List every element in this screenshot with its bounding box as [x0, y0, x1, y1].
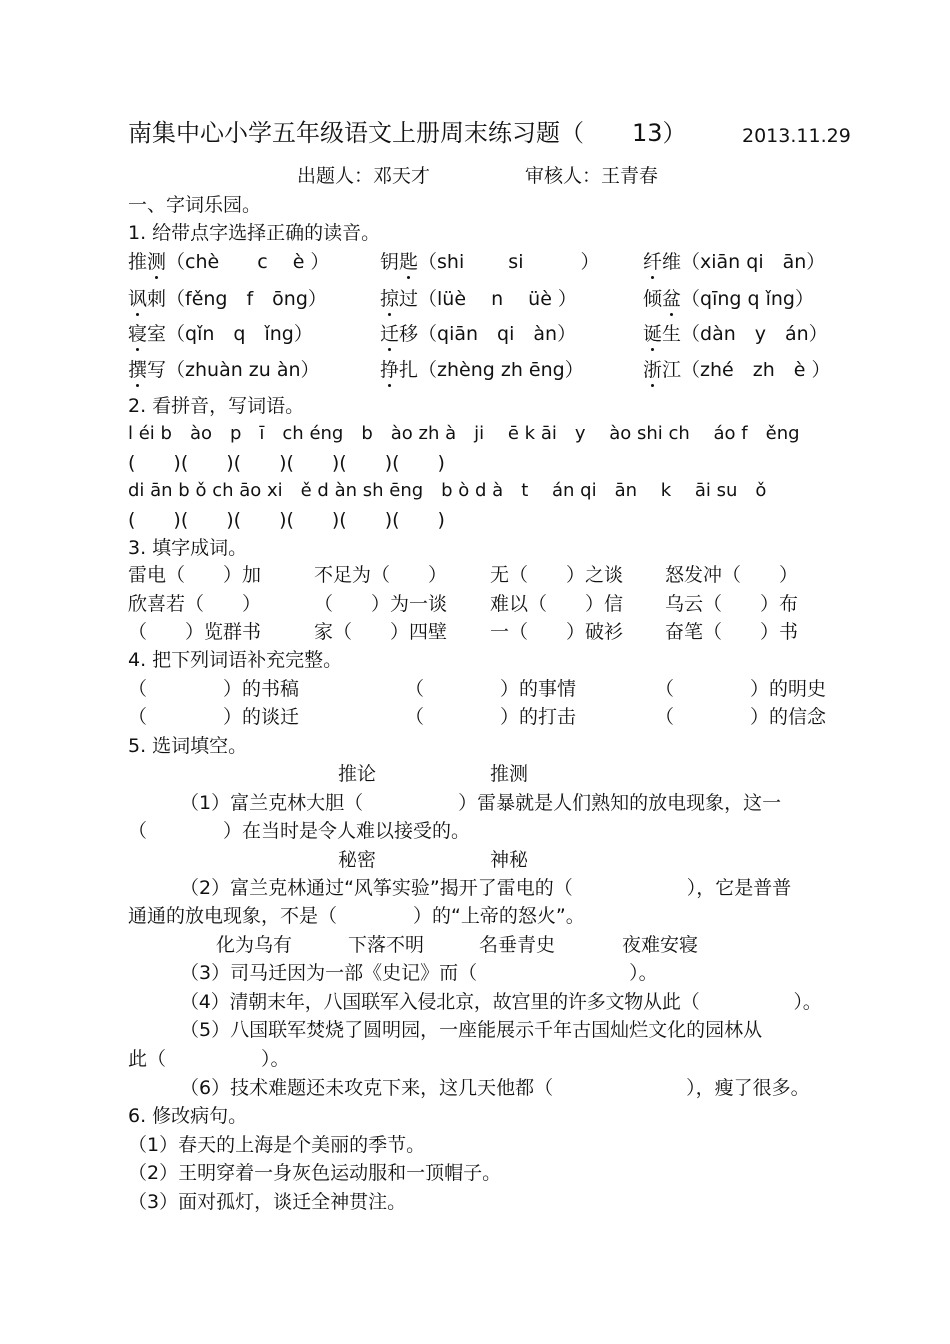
word-choice: 名垂青史: [479, 934, 556, 956]
sentence: （1）富兰克林大胆（ ）雷暴就是人们熟知的放电现象，这一: [180, 792, 782, 814]
q2-title: 2. 看拼音，写词语。: [128, 395, 305, 417]
complete-phrase: （ ）的信念: [655, 706, 827, 728]
q3-title: 3. 填字成词。: [128, 537, 248, 559]
word-choice: 秘密: [338, 849, 377, 871]
word-choice: 神秘: [490, 849, 529, 871]
sentence: （ ）在当时是令人难以接受的。: [128, 820, 471, 842]
sentence: 此（ ）。: [128, 1048, 290, 1070]
q4-title: 4. 把下列词语补充完整。: [128, 649, 343, 671]
fill-word: 家（ ）四壁: [314, 621, 448, 643]
sentence: （5）八国联军焚烧了圆明园，一座能展示千年古国灿烂文化的园林从: [180, 1019, 763, 1041]
fill-word: 雷电（ ）加: [128, 564, 262, 586]
word-choice: 推测: [490, 763, 529, 785]
complete-phrase: （ ）的书稿: [128, 678, 300, 700]
sick-sentence: （1）春天的上海是个美丽的季节。: [128, 1134, 426, 1156]
pinyin-item: 推测（chè c è ）: [128, 251, 330, 273]
word-choice: 推论: [338, 763, 377, 785]
pinyin-item: 浙江（zhé zh è ）: [643, 359, 831, 381]
section-heading: 一、字词乐园。: [128, 194, 262, 216]
sick-sentence: （2）王明穿着一身灰色运动服和一顶帽子。: [128, 1162, 502, 1184]
sentence: （3）司马迁因为一部《史记》而（ ）。: [180, 962, 658, 984]
q5-title: 5. 选词填空。: [128, 735, 248, 757]
author-line: 出题人：邓天才 审核人：王青春: [297, 165, 659, 187]
pinyin-line: l éi b ào p ī ch éng b ào zh à ji ē k āi y ào shi ch áo f ěng: [128, 423, 800, 444]
pinyin-item: 钥匙（shi si ）: [380, 251, 600, 273]
complete-phrase: （ ）的明史: [655, 678, 827, 700]
sentence: （4）清朝末年，八国联军入侵北京，故宫里的许多文物从此（ ）。: [180, 991, 822, 1013]
pinyin-item: 撰写（zhuàn zu àn）: [128, 359, 320, 381]
complete-phrase: （ ）的打击: [405, 706, 577, 728]
sentence: （6）技术难题还未攻克下来，这几天他都（ ），瘦了很多。: [180, 1077, 810, 1099]
fill-word: 一（ ）破衫: [490, 621, 624, 643]
page-title: 南集中心小学五年级语文上册周末练习题（ 13）: [128, 119, 687, 147]
word-choice: 夜难安寝: [622, 934, 699, 956]
sentence: 通通的放电现象，不是（ ）的“上帝的怒火”。: [128, 905, 585, 927]
fill-word: 难以（ ）信: [490, 593, 624, 615]
fill-word: （ ）览群书: [128, 621, 262, 643]
word-choice: 下落不明: [348, 934, 425, 956]
pinyin-item: 纤维（xiān qi ān）: [643, 251, 826, 273]
fill-word: 无（ ）之谈: [490, 564, 624, 586]
complete-phrase: （ ）的事情: [405, 678, 577, 700]
fill-word: 欣喜若（ ）: [128, 593, 262, 615]
sentence: （2）富兰克林通过“风筝实验”揭开了雷电的（ ），它是普普: [180, 877, 792, 899]
pinyin-item: 迁移（qiān qi àn）: [380, 323, 577, 345]
pinyin-line: di ān b ǒ ch āo xi ě d àn sh ēng b ò d à t án qi ān k āi su ǒ: [128, 480, 767, 501]
word-choice: 化为乌有: [216, 934, 293, 956]
fill-word: 怒发冲（ ）: [665, 564, 799, 586]
sick-sentence: （3）面对孤灯，谈迁全神贯注。: [128, 1191, 407, 1213]
fill-word: （ ）为一谈: [314, 593, 448, 615]
pinyin-item: 挣扎（zhèng zh ēng）: [380, 359, 584, 381]
fill-word: 奋笔（ ）书: [665, 621, 799, 643]
pinyin-item: 诞生（dàn y án）: [643, 323, 828, 345]
pinyin-item: 倾盆（qīng q ǐng）: [643, 288, 814, 310]
fill-word: 不足为（ ）: [314, 564, 448, 586]
q1-title: 1. 给带点字选择正确的读音。: [128, 222, 381, 244]
q6-title: 6. 修改病句。: [128, 1105, 248, 1127]
date: 2013.11.29: [742, 125, 851, 147]
answer-blanks: ( )( )( )( )( )( ): [128, 509, 445, 531]
complete-phrase: （ ）的谈迁: [128, 706, 300, 728]
answer-blanks: ( )( )( )( )( )( ): [128, 452, 445, 474]
fill-word: 乌云（ ）布: [665, 593, 799, 615]
pinyin-item: 掠过（lüè n üè ）: [380, 288, 577, 310]
pinyin-item: 寝室（qǐn q ǐng）: [128, 323, 313, 345]
pinyin-item: 讽刺（fěng f ōng）: [128, 288, 327, 310]
